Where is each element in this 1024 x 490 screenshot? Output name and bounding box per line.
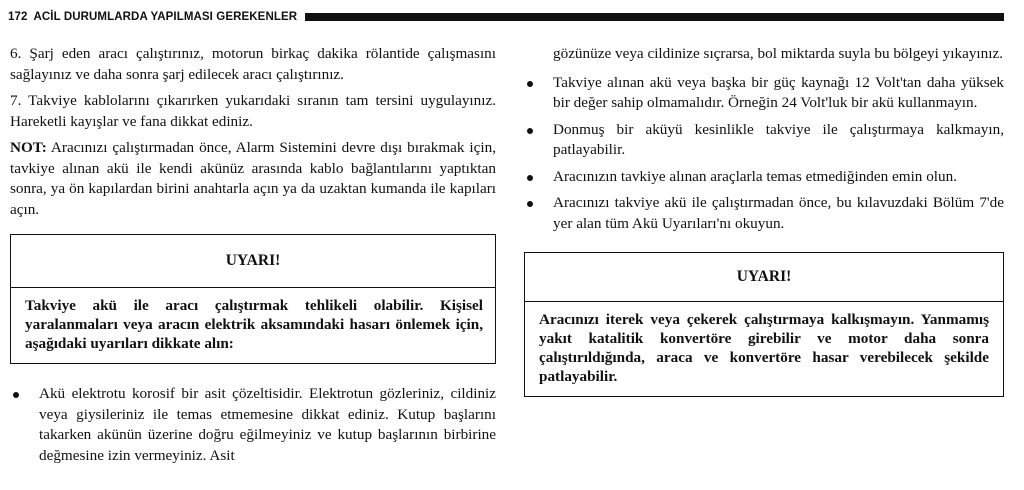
- step-6-text: 6. Şarj eden aracı çalıştırınız, motorun birkaç dakika rölantide çalışmasını sağlayınız ve daha sonra şarj edilecek aracı çalıştırınız.: [10, 45, 496, 83]
- note-paragraph: [10, 138, 496, 220]
- list-item: [524, 167, 1004, 188]
- continuation-text: gözünüze veya cildinize sıçrarsa, bol miktarda suyla bu bölgeyi yıkayınız.: [553, 45, 1003, 62]
- left-column: [10, 44, 496, 466]
- page-header: [8, 10, 1004, 24]
- bullet-text: Takviye alınan akü veya başka bir güç kaynağı 12 Volt'tan daha yüksek bir değer sahip olmamalıdır. Örneğin 24 Volt'luk bir akü kullanmayın.: [553, 73, 1004, 111]
- warning-body: Aracınızı iterek veya çekerek çalıştırmaya kalkışmayın. Yanmamış yakıt katalitik konvertöre girebilir ve motor daha sonra çalıştırıldığında, araca ve konvertöre hasar verebilecek şekilde patlayabilir.: [539, 311, 989, 385]
- note-text: Aracınızı çalıştırmadan önce, Alarm Sistemini devre dışı bırakmak için, tavkiye alınan akü ile kendi akünüz arasında kablo bağlantılarını yaptıktan sonra, ya ön kapılardan birini anahtarla açın ya da uzaktan kumanda ile kapıları açın.: [10, 139, 496, 218]
- bullet-icon: [13, 392, 19, 398]
- list-item: [524, 193, 1004, 234]
- bullet-icon: [527, 175, 533, 181]
- list-item: [524, 73, 1004, 114]
- note-label: NOT:: [10, 139, 47, 156]
- bullet-text: Donmuş bir aküyü kesinlikle takviye ile çalıştırmaya kalkmayın, patlayabilir.: [553, 120, 1004, 158]
- bullet-icon: [527, 201, 533, 207]
- header-rule: [305, 13, 1004, 21]
- warning-box-push-start: [524, 252, 1004, 397]
- right-bullet-list: [524, 73, 1004, 235]
- chapter-title: ACİL DURUMLARDA YAPILMASI GEREKENLER: [33, 11, 298, 23]
- warning-heading: UYARI!: [525, 253, 1003, 302]
- warning-box-jump-start: [10, 234, 496, 364]
- bullet-icon: [527, 128, 533, 134]
- bullet-icon: [527, 81, 533, 87]
- list-item: [10, 384, 496, 466]
- left-bullet-list: [10, 384, 496, 466]
- warning-heading: UYARI!: [11, 235, 495, 288]
- step-7-text: 7. Takviye kablolarını çıkarırken yukarıdaki sıranın tam tersini uygulayınız. Hareketli kayışlar ve fana dikkat ediniz.: [10, 92, 496, 130]
- bullet-text: Aracınızın tavkiye alınan araçlarla temas etmediğinden emin olun.: [553, 167, 957, 185]
- page-number: 172: [8, 11, 28, 23]
- warning-body: Takviye akü ile aracı çalıştırmak tehlikeli olabilir. Kişisel yaralanmaları veya aracın elektrik aksamındaki hasarı önlemek için, aşağıdaki uyarıları dikkate alın:: [25, 297, 483, 352]
- list-item: [524, 120, 1004, 161]
- right-column: [524, 44, 1004, 397]
- bullet-text: Akü elektrotu korosif bir asit çözeltisidir. Elektrotun gözleriniz, cildiniz veya giysileriniz ile temas etmemesine dikkat ediniz. Kutup başlarını takarken akünün üzerine doğru eğilmeyiniz ve kutup başlarının birbirine değmesine izin vermeyiniz. Asit: [39, 385, 496, 464]
- bullet-text: Aracınızı takviye akü ile çalıştırmadan önce, bu kılavuzdaki Bölüm 7'de yer alan tüm Akü Uyarıları'nı okuyun.: [553, 194, 1004, 232]
